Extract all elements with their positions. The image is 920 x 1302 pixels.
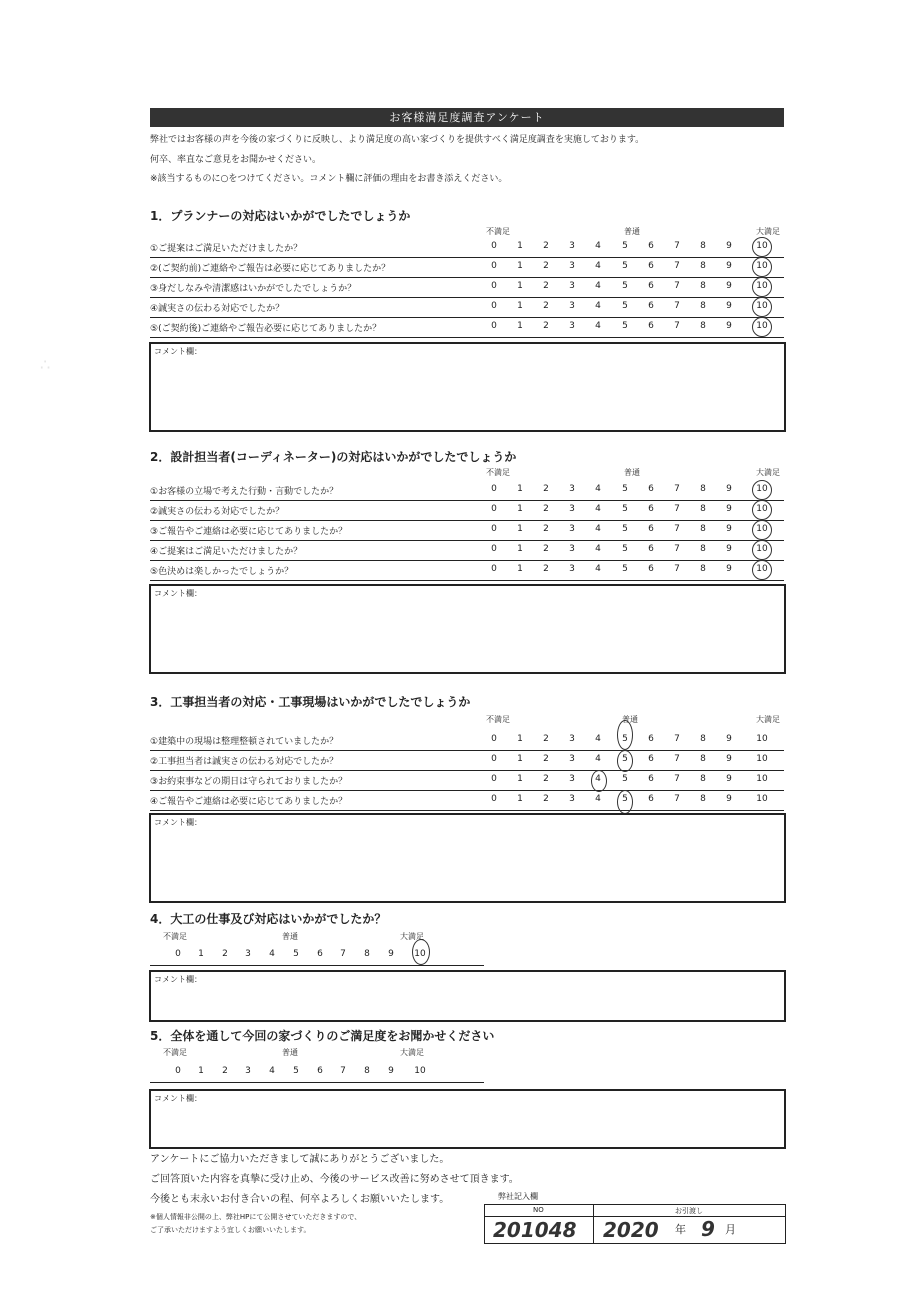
scale-num: 5	[622, 261, 628, 271]
scale-num: 6	[648, 241, 654, 251]
month-value: 9	[701, 1217, 715, 1241]
scale-num: 0	[491, 524, 497, 534]
office-use-label: 弊社記入欄	[498, 1192, 538, 1201]
section-5-title: 5．全体を通して今回の家づくりのご満足度をお聞かせください	[150, 1029, 495, 1043]
question-row[interactable]	[150, 560, 784, 581]
question-row[interactable]	[150, 317, 784, 338]
question-text: ①建築中の現場は整理整頓されていましたか？	[150, 737, 339, 747]
scale-num: 8	[700, 281, 706, 291]
scale-num: 6	[648, 524, 654, 534]
scale-num: 6	[648, 774, 654, 784]
scale-num: 4	[595, 241, 601, 251]
scale-num: 2	[543, 754, 549, 764]
question-row[interactable]	[150, 730, 784, 751]
scale-num: 5	[622, 774, 628, 784]
year-value: 2020	[603, 1218, 659, 1242]
scale-mid-label: 普通	[282, 1048, 298, 1057]
scale-num: 9	[726, 544, 732, 554]
scale-num: 2	[543, 241, 549, 251]
question-text: ①お客様の立場で考えた行動・言動でしたか？	[150, 487, 339, 497]
comment-box-2[interactable]	[149, 584, 786, 674]
scale-num: 8	[700, 734, 706, 744]
scale-num: 9	[726, 524, 732, 534]
scale-num: 0	[491, 774, 497, 784]
no-value: 201048	[493, 1218, 577, 1242]
scale-num: 4	[595, 261, 601, 271]
section-2-title: 2．設計担当者(コーディネーター)の対応はいかがでしたでしょうか	[150, 450, 517, 464]
scale-num: 10	[756, 321, 768, 331]
scale-num: 0	[491, 544, 497, 554]
question-text: ⑤(ご契約後)ご連絡やご報告必要に応じてありましたか？	[150, 324, 382, 334]
scale-low-label: 不満足	[163, 1048, 187, 1057]
scale-num: 5	[622, 564, 628, 574]
question-text: ②(ご契約前)ご連絡やご報告は必要に応じてありましたか？	[150, 264, 391, 274]
question-text: ②誠実さの伝わる対応でしたか？	[150, 507, 285, 517]
no-label: NO	[533, 1206, 544, 1214]
scale-num: 0	[491, 241, 497, 251]
question-text: ②工事担当者は誠実さの伝わる対応でしたか？	[150, 757, 339, 767]
scale-num: 8	[700, 524, 706, 534]
scale-num: 2	[543, 524, 549, 534]
question-text: ⑤色決めは楽しかったでしょうか？	[150, 567, 294, 577]
scale-num: 2	[543, 734, 549, 744]
scale-num: 7	[674, 564, 680, 574]
scale-low-label: 不満足	[486, 227, 510, 236]
scale-num: 0	[491, 301, 497, 311]
comment-label: コメント欄：	[154, 975, 202, 984]
scale-num: 2	[543, 564, 549, 574]
scale-num: 1	[517, 774, 523, 784]
scale-num: 6	[648, 321, 654, 331]
section-4-scale[interactable]	[150, 945, 484, 966]
answer-circle	[752, 480, 772, 500]
scale-num: 10	[756, 241, 768, 251]
scale-num: 2	[543, 794, 549, 804]
question-text: ③お約束事などの期日は守られておりましたか？	[150, 777, 348, 787]
comment-box-4[interactable]	[149, 970, 786, 1022]
scale-num: 0	[491, 794, 497, 804]
question-row[interactable]	[150, 770, 784, 791]
scale-mid-label: 普通	[622, 715, 638, 724]
scale-num: 2	[543, 281, 549, 291]
scale-num: 9	[388, 1066, 394, 1076]
scale-num: 9	[726, 504, 732, 514]
scale-num: 9	[726, 321, 732, 331]
answer-circle	[752, 237, 772, 257]
scale-num: 4	[595, 794, 601, 804]
scale-num: 0	[491, 321, 497, 331]
scale-num: 4	[595, 564, 601, 574]
scale-num: 4	[595, 301, 601, 311]
scale-num: 1	[198, 1066, 204, 1076]
answer-circle	[752, 500, 772, 520]
scale-num: 5	[622, 734, 628, 744]
scale-num: 2	[543, 544, 549, 554]
scale-num: 6	[317, 1066, 323, 1076]
scale-num: 10	[756, 734, 768, 744]
question-row[interactable]	[150, 750, 784, 771]
scale-num: 5	[622, 241, 628, 251]
scale-num: 6	[648, 301, 654, 311]
scale-num: 8	[700, 564, 706, 574]
scale-num: 4	[595, 774, 601, 784]
scale-num: 4	[595, 524, 601, 534]
scale-num: 1	[517, 484, 523, 494]
scale-num: 5	[622, 321, 628, 331]
scale-num: 4	[595, 484, 601, 494]
scale-num: 4	[595, 504, 601, 514]
scale-num: 0	[491, 734, 497, 744]
scale-num: 4	[269, 1066, 275, 1076]
question-text: ③ご報告やご連絡は必要に応じてありましたか？	[150, 527, 348, 537]
scale-num: 3	[569, 794, 575, 804]
scale-mid-label: 普通	[624, 227, 640, 236]
scale-high-label: 大満足	[756, 227, 780, 236]
privacy-note-2: ご了承いただけますよう宜しくお願いいたします。	[150, 1226, 311, 1234]
scale-num: 3	[569, 301, 575, 311]
scale-num: 9	[726, 301, 732, 311]
scale-num: 1	[517, 301, 523, 311]
scale-num: 7	[674, 484, 680, 494]
scale-num: 3	[569, 261, 575, 271]
scale-num: 4	[595, 281, 601, 291]
scan-mark: ∴	[40, 355, 51, 374]
scale-num: 3	[569, 524, 575, 534]
scale-low-label: 不満足	[486, 468, 510, 477]
scale-num: 8	[700, 754, 706, 764]
question-row[interactable]	[150, 790, 784, 811]
scale-num: 8	[700, 484, 706, 494]
scale-num: 3	[569, 504, 575, 514]
scale-num: 0	[491, 261, 497, 271]
scale-num: 3	[569, 544, 575, 554]
scale-high-label: 大満足	[400, 1048, 424, 1057]
scale-num: 5	[622, 754, 628, 764]
handover-label: お引渡し	[675, 1207, 703, 1215]
table-divider	[593, 1205, 594, 1243]
scale-num: 1	[517, 754, 523, 764]
scale-num: 6	[648, 484, 654, 494]
scale-num: 1	[517, 734, 523, 744]
question-row[interactable]	[150, 500, 784, 521]
section-3-title: 3．工事担当者の対応・工事現場はいかがでしたでしょうか	[150, 695, 471, 709]
scale-num: 9	[726, 794, 732, 804]
scale-num: 5	[622, 301, 628, 311]
scale-mid-label: 普通	[624, 468, 640, 477]
footer-thanks-line-1: アンケートにご協力いただきまして誠にありがとうございました。	[150, 1154, 450, 1165]
question-text: ④ご報告やご連絡は必要に応じてありましたか？	[150, 797, 348, 807]
scale-num: 5	[622, 281, 628, 291]
section-5-scale[interactable]	[150, 1062, 484, 1083]
scale-num: 0	[491, 504, 497, 514]
comment-label: コメント欄：	[154, 589, 202, 598]
scale-num: 1	[517, 524, 523, 534]
scale-num: 8	[700, 241, 706, 251]
scale-num: 6	[648, 544, 654, 554]
month-unit: 月	[725, 1223, 736, 1236]
scale-num: 10	[756, 564, 768, 574]
intro-line-2: 何卒、率直なご意見をお聞かせください。	[150, 155, 322, 165]
scale-num: 9	[726, 484, 732, 494]
scale-num: 6	[648, 504, 654, 514]
scale-num: 1	[517, 261, 523, 271]
scale-num: 3	[569, 281, 575, 291]
comment-label: コメント欄：	[154, 347, 202, 356]
scale-num: 2	[543, 321, 549, 331]
scale-num: 3	[569, 754, 575, 764]
scale-num: 1	[517, 544, 523, 554]
scale-num: 7	[674, 734, 680, 744]
scale-num: 5	[622, 504, 628, 514]
scale-num: 8	[700, 261, 706, 271]
scale-num: 0	[491, 754, 497, 764]
scale-num: 1	[517, 241, 523, 251]
question-row[interactable]	[150, 297, 784, 318]
scale-num: 7	[340, 1066, 346, 1076]
scale-num: 0	[491, 281, 497, 291]
answer-circle	[617, 790, 633, 814]
scale-num: 7	[674, 794, 680, 804]
scale-num: 10	[756, 754, 768, 764]
answer-circle	[752, 257, 772, 277]
scale-num: 4	[595, 321, 601, 331]
scale-num: 2	[222, 1066, 228, 1076]
scale-num: 10	[414, 949, 426, 959]
scale-num: 7	[674, 321, 680, 331]
scale-num: 1	[517, 281, 523, 291]
scale-num: 5	[293, 949, 299, 959]
scale-num: 10	[756, 261, 768, 271]
answer-circle	[591, 770, 607, 792]
question-row[interactable]	[150, 237, 784, 258]
scale-num: 7	[674, 544, 680, 554]
scale-num: 6	[648, 794, 654, 804]
scale-num: 8	[700, 774, 706, 784]
scale-low-label: 不満足	[163, 932, 187, 941]
scale-num: 2	[543, 261, 549, 271]
scale-high-label: 大満足	[756, 715, 780, 724]
page-title: お客様満足度調査アンケート	[150, 108, 784, 127]
scale-num: 9	[726, 754, 732, 764]
scale-num: 8	[364, 949, 370, 959]
scale-high-label: 大満足	[400, 932, 424, 941]
intro-line-3: ※該当するものに○をつけてください。コメント欄に評価の理由をお書き添えください。	[150, 174, 508, 184]
section-1-title: 1．プランナーの対応はいかがでしたでしょうか	[150, 209, 411, 223]
scale-num: 7	[674, 524, 680, 534]
scale-num: 8	[700, 544, 706, 554]
scale-num: 3	[569, 774, 575, 784]
answer-circle	[752, 560, 772, 580]
scale-num: 3	[569, 484, 575, 494]
scale-num: 10	[756, 544, 768, 554]
privacy-note-1: ※個人情報非公開の上、弊社HPにて公開させていただきますので、	[150, 1213, 362, 1221]
scale-num: 7	[340, 949, 346, 959]
answer-circle	[412, 939, 430, 965]
scale-num: 1	[517, 504, 523, 514]
scale-num: 0	[491, 564, 497, 574]
scale-high-label: 大満足	[756, 468, 780, 477]
office-use-header	[485, 1205, 785, 1217]
answer-circle	[752, 520, 772, 540]
answer-circle	[752, 297, 772, 317]
scale-num: 1	[517, 321, 523, 331]
answer-circle	[617, 750, 633, 772]
question-row[interactable]	[150, 540, 784, 561]
scale-num: 8	[700, 504, 706, 514]
scale-num: 9	[726, 564, 732, 574]
scale-low-label: 不満足	[486, 715, 510, 724]
comment-box-1[interactable]	[149, 342, 786, 432]
comment-label: コメント欄：	[154, 1094, 202, 1103]
answer-circle	[752, 277, 772, 297]
scale-num: 9	[388, 949, 394, 959]
question-text: ③身だしなみや清潔感はいかがでしたでしょうか？	[150, 284, 357, 294]
section-4-title: 4．大工の仕事及び対応はいかがでしたか？	[150, 912, 387, 926]
scale-num: 5	[622, 484, 628, 494]
scale-num: 9	[726, 241, 732, 251]
scale-num: 9	[726, 774, 732, 784]
scale-num: 5	[622, 524, 628, 534]
scale-num: 6	[648, 261, 654, 271]
question-text: ④誠実さの伝わる対応でしたか？	[150, 304, 285, 314]
scale-num: 2	[543, 301, 549, 311]
scale-num: 6	[648, 281, 654, 291]
question-text: ①ご提案はご満足いただけましたか？	[150, 244, 303, 254]
scale-num: 0	[175, 949, 181, 959]
scale-num: 8	[364, 1066, 370, 1076]
year-unit: 年	[675, 1223, 686, 1236]
comment-box-5[interactable]	[149, 1089, 786, 1149]
footer-thanks-line-2: ご回答頂いた内容を真摯に受け止め、今後のサービス改善に努めさせて頂きます。	[150, 1174, 519, 1185]
scale-num: 10	[756, 281, 768, 291]
scale-num: 7	[674, 301, 680, 311]
scale-mid-label: 普通	[282, 932, 298, 941]
scale-num: 5	[622, 794, 628, 804]
scale-num: 6	[648, 754, 654, 764]
scale-num: 4	[269, 949, 275, 959]
scale-num: 7	[674, 241, 680, 251]
scale-num: 8	[700, 301, 706, 311]
scale-num: 7	[674, 281, 680, 291]
scale-num: 10	[756, 504, 768, 514]
scale-num: 8	[700, 321, 706, 331]
scale-num: 6	[317, 949, 323, 959]
scale-num: 3	[245, 1066, 251, 1076]
scale-num: 10	[756, 301, 768, 311]
scale-num: 2	[543, 484, 549, 494]
scale-num: 3	[569, 564, 575, 574]
scale-num: 0	[175, 1066, 181, 1076]
scale-num: 1	[517, 794, 523, 804]
answer-circle	[752, 540, 772, 560]
scale-num: 7	[674, 774, 680, 784]
scale-num: 0	[491, 484, 497, 494]
scale-num: 10	[756, 524, 768, 534]
scale-num: 9	[726, 261, 732, 271]
scale-num: 3	[569, 321, 575, 331]
scale-num: 1	[517, 564, 523, 574]
question-row[interactable]	[150, 520, 784, 541]
answer-circle	[752, 317, 772, 337]
scale-num: 6	[648, 734, 654, 744]
answer-circle	[617, 720, 633, 750]
scale-num: 2	[222, 949, 228, 959]
intro-line-1: 弊社ではお客様の声を今後の家づくりに反映し、より満足度の高い家づくりを提供すべく満足度調査を実施しております。	[150, 135, 645, 145]
scale-num: 4	[595, 754, 601, 764]
scale-num: 5	[293, 1066, 299, 1076]
scale-num: 5	[622, 544, 628, 554]
scale-num: 3	[245, 949, 251, 959]
scale-num: 4	[595, 544, 601, 554]
scale-num: 10	[414, 1066, 426, 1076]
scale-num: 4	[595, 734, 601, 744]
scale-num: 1	[198, 949, 204, 959]
scale-num: 7	[674, 504, 680, 514]
scale-num: 8	[700, 794, 706, 804]
scale-num: 7	[674, 754, 680, 764]
question-row[interactable]	[150, 257, 784, 278]
comment-box-3[interactable]	[149, 813, 786, 903]
scale-num: 2	[543, 504, 549, 514]
scale-num: 7	[674, 261, 680, 271]
scale-num: 3	[569, 241, 575, 251]
footer-thanks-line-3: 今後とも末永いお付き合いの程、何卒よろしくお願いいたします。	[150, 1194, 450, 1205]
office-use-table	[484, 1204, 786, 1244]
scale-num: 2	[543, 774, 549, 784]
scale-num: 10	[756, 484, 768, 494]
scale-num: 10	[756, 794, 768, 804]
question-text: ④ご提案はご満足いただけましたか？	[150, 547, 303, 557]
question-row[interactable]	[150, 480, 784, 501]
comment-label: コメント欄：	[154, 818, 202, 827]
scale-num: 9	[726, 281, 732, 291]
scale-num: 3	[569, 734, 575, 744]
scale-num: 6	[648, 564, 654, 574]
scale-num: 10	[756, 774, 768, 784]
question-row[interactable]	[150, 277, 784, 298]
scale-num: 9	[726, 734, 732, 744]
